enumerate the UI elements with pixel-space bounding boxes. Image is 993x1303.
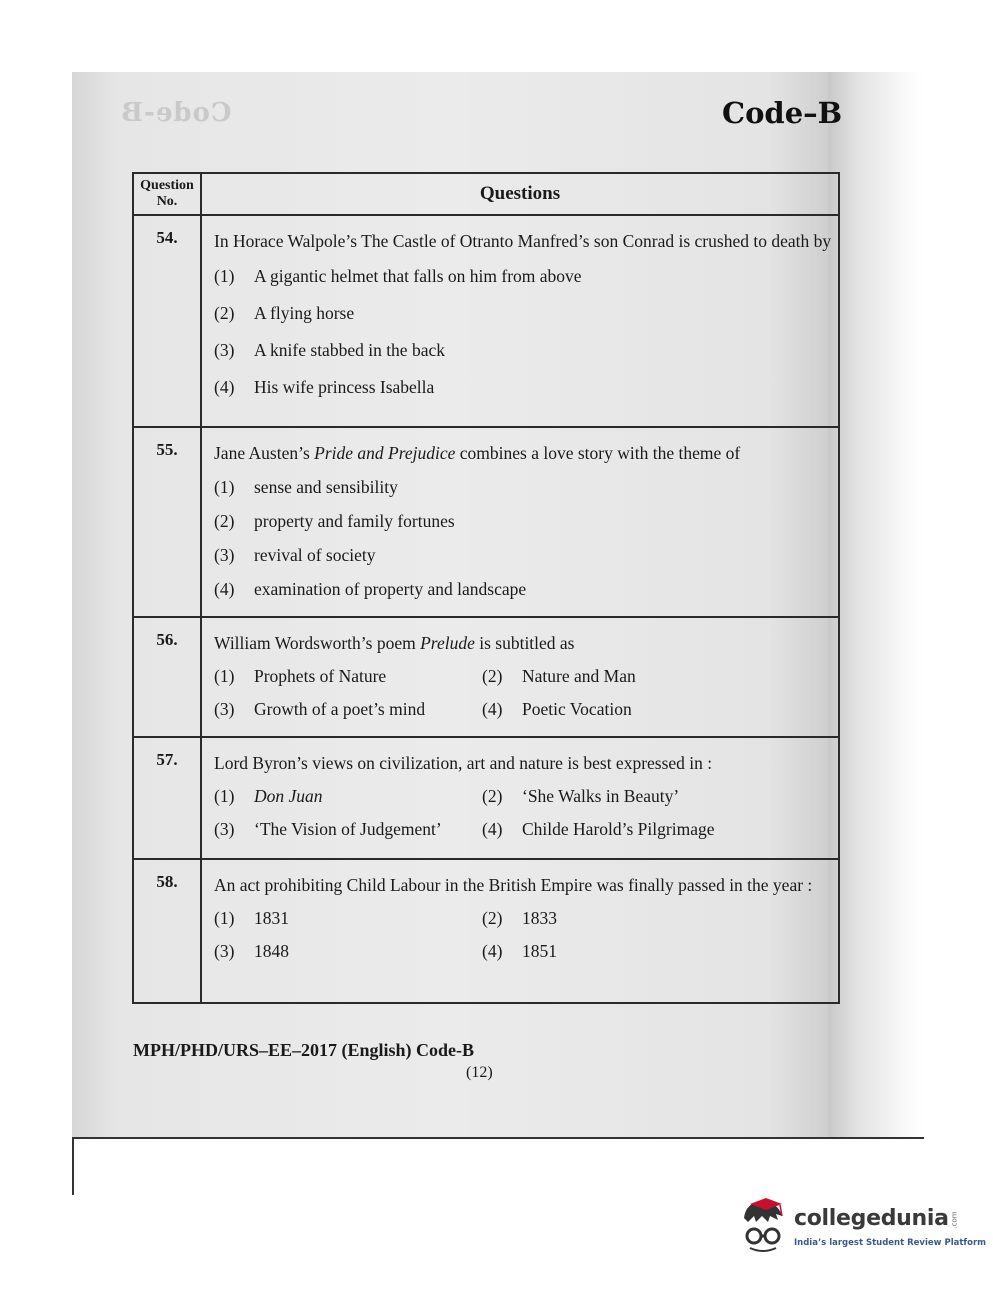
questions-header: Questions: [201, 173, 839, 215]
answer-option: [214, 470, 834, 504]
question-row: [133, 859, 839, 1003]
option-number: (4): [482, 699, 503, 719]
table-header-row: [133, 173, 839, 215]
option-number: (2): [482, 786, 503, 806]
option-pair-row: [214, 780, 834, 813]
question-body: [201, 215, 839, 427]
collegedunia-logo: [736, 1196, 986, 1262]
option-text: 1851: [522, 941, 557, 961]
option-text: ‘The Vision of Judgement’: [254, 819, 442, 839]
answer-option: [482, 693, 750, 726]
answer-option: [214, 295, 834, 332]
option-number: (2): [482, 908, 503, 928]
answer-option: [482, 902, 750, 935]
option-text: 1831: [254, 908, 289, 928]
option-text: ‘She Walks in Beauty’: [522, 786, 680, 806]
question-text-part: Pride and Prejudice: [314, 443, 456, 463]
answer-option: [214, 369, 834, 406]
option-number: (4): [482, 941, 503, 961]
option-text: A gigantic helmet that falls on him from above: [254, 266, 582, 286]
page-number: (12): [466, 1064, 493, 1081]
bottom-rule: [72, 1137, 924, 1139]
option-text: A flying horse: [254, 303, 355, 323]
question-text-part: Jane Austen’s: [214, 443, 315, 463]
question-text: [214, 224, 834, 258]
option-text: Childe Harold’s Pilgrimage: [522, 819, 715, 839]
exam-code-footer: MPH/PHD/URS–EE–2017 (English) Code-B: [133, 1040, 475, 1060]
question-text-part: An act prohibiting Child Labour in the British Empire was finally passed in the year :: [214, 875, 813, 895]
answer-option: [214, 813, 482, 846]
answer-option: [214, 902, 482, 935]
option-text: Poetic Vocation: [522, 699, 632, 719]
option-number: (1): [214, 266, 235, 286]
option-pair-row: [214, 902, 834, 935]
option-text: Growth of a poet’s mind: [254, 699, 426, 719]
question-text: [214, 868, 834, 902]
question-text: [214, 746, 834, 780]
option-number: (3): [214, 819, 235, 839]
answer-option: [214, 693, 482, 726]
page-edge-shadow: [828, 72, 923, 1137]
question-text-part: Prelude: [420, 633, 475, 653]
answer-option: [214, 572, 834, 606]
answer-option: [214, 660, 482, 693]
option-pair-row: [214, 693, 834, 726]
mascot-icon: [736, 1196, 792, 1256]
question-no-header: Question No.: [133, 173, 201, 215]
option-number: (3): [214, 941, 235, 961]
question-row: [133, 427, 839, 617]
question-number: 55.: [133, 427, 201, 617]
answer-option: [214, 538, 834, 572]
answer-option: [482, 813, 750, 846]
logo-wordmark: collegedunia: [794, 1206, 949, 1231]
option-number: (3): [214, 340, 235, 360]
code-label: Code–B: [722, 96, 843, 130]
question-number: 58.: [133, 859, 201, 1003]
option-number: (4): [214, 579, 235, 599]
question-text-part: In Horace Walpole’s The Castle of Otranto Manfred’s son Conrad is crushed to death by: [214, 231, 832, 251]
answer-option: [214, 780, 482, 813]
option-text: examination of property and landscape: [254, 579, 527, 599]
option-text: His wife princess Isabella: [254, 377, 435, 397]
question-number: 56.: [133, 617, 201, 737]
logo-suffix: .com: [950, 1211, 959, 1229]
option-number: (1): [214, 477, 235, 497]
option-number: (2): [214, 511, 235, 531]
option-text: Nature and Man: [522, 666, 636, 686]
answer-option: [482, 660, 750, 693]
answer-option: [482, 935, 750, 968]
option-number: (2): [214, 303, 235, 323]
question-row: [133, 617, 839, 737]
question-body: [201, 859, 839, 1003]
option-pair-row: [214, 813, 834, 846]
question-number: 57.: [133, 737, 201, 859]
question-text-part: William Wordsworth’s poem: [214, 633, 421, 653]
option-text: A knife stabbed in the back: [254, 340, 445, 360]
option-pair-row: [214, 660, 834, 693]
question-row: [133, 737, 839, 859]
option-number: (3): [214, 545, 235, 565]
bottom-vertical-rule: [72, 1137, 74, 1195]
questions-body: [133, 215, 839, 1003]
option-text: sense and sensibility: [254, 477, 398, 497]
option-text: 1848: [254, 941, 289, 961]
question-number: 54.: [133, 215, 201, 427]
bleed-through-code: Code-B: [120, 98, 232, 128]
logo-tagline: India’s largest Student Review Platform: [794, 1238, 986, 1248]
answer-option: [214, 504, 834, 538]
question-body: [201, 427, 839, 617]
questions-table: [132, 172, 840, 1004]
question-body: [201, 737, 839, 859]
question-text: [214, 436, 834, 470]
question-text-part: combines a love story with the theme of: [455, 443, 741, 463]
question-body: [201, 617, 839, 737]
option-number: (1): [214, 908, 235, 928]
option-text: property and family fortunes: [254, 511, 455, 531]
answer-option: [214, 258, 834, 295]
option-number: (3): [214, 699, 235, 719]
option-number: (4): [214, 377, 235, 397]
question-text-part: Lord Byron’s views on civilization, art and nature is best expressed in :: [214, 753, 713, 773]
question-text-part: is subtitled as: [474, 633, 575, 653]
option-number: (4): [482, 819, 503, 839]
option-number: (1): [214, 666, 235, 686]
option-text: Don Juan: [254, 786, 323, 806]
answer-option: [214, 935, 482, 968]
option-number: (1): [214, 786, 235, 806]
option-pair-row: [214, 935, 834, 968]
option-text: Prophets of Nature: [254, 666, 387, 686]
option-number: (2): [482, 666, 503, 686]
answer-option: [214, 332, 834, 369]
option-text: 1833: [522, 908, 557, 928]
option-text: revival of society: [254, 545, 376, 565]
question-text: [214, 626, 834, 660]
answer-option: [482, 780, 750, 813]
question-row: [133, 215, 839, 427]
